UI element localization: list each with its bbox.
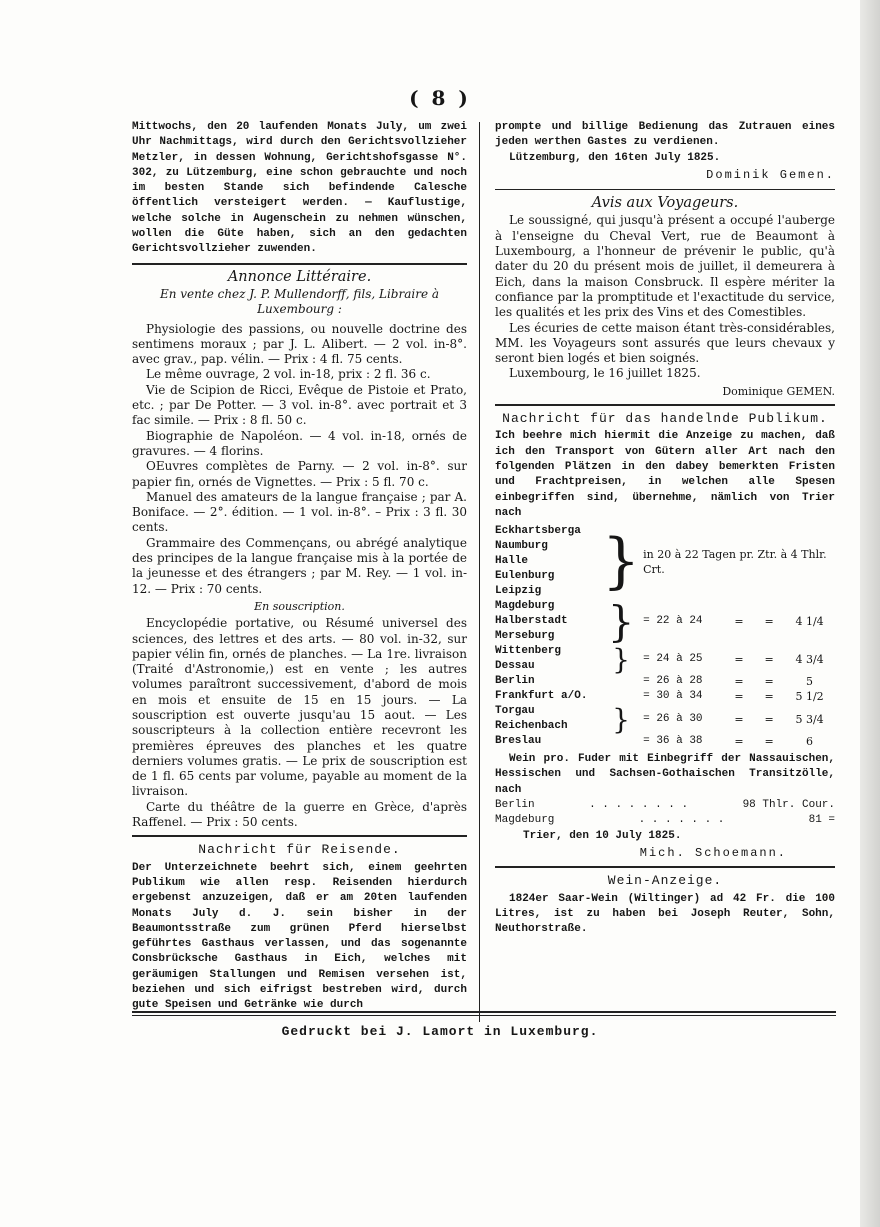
rate-cities: Berlin [495, 675, 535, 688]
rate-cities: Wittenberg Dessau [495, 645, 562, 673]
avis-paragraph: Le soussigné, qui jusqu'à présent a occupé l'auberge à l'enseigne du Cheval Vert, rue de Beaumont à Luxembourg, a l'honneur de prévenir le public, qu'à dater du 20 du présent mois de juillet, il demeurera à Eich, dans la maison Consbruck. Il espère mériter la confiance par la promptitude et l'exactitude du service, les qualités et les prix des Vins et des Comestibles. [495, 213, 835, 320]
section-rule [495, 404, 835, 406]
wine-row: Magdeburg . . . . . . . 81 = [495, 814, 835, 827]
printer-imprint: Gedruckt bei J. Lamort in Luxemburg. [281, 1024, 599, 1039]
book-item: Grammaire des Commençans, ou abrégé analytique des principes de la langue française mis à la portée de la jeunesse et des étrangers ; par M. Rey. — 1 vol. in-12. — Prix : 70 cents. [132, 535, 467, 596]
encyclopedie-item: Encyclopédie portative, ou Résumé universel des sciences, des lettres et des arts. — 80 vol. in-32, sur papier vélin fin, ornés de planches. — La 1re. livraison (Traité d'Astronomie,) est en vente ; les autres volumes paraîtront successivement, d'abord de mois en mois et ensuite de 15 en 15 jours. — La souscription est ouverte jusqu'au 15 aout. — Les souscripteurs à la collection entière recevront les premières épreuves des planches et les quatre derniers volumes gratis. — Le prix de souscription est de 1 fl. 65 cents par volume, payable au moment de la livraison. [132, 616, 467, 799]
brace-glyph: } [612, 702, 630, 736]
notice-signature: Dominik Gemen. [706, 167, 835, 182]
section-rule [132, 263, 467, 265]
avis-date: Luxembourg, le 16 juillet 1825. [509, 366, 701, 381]
right-column [495, 120, 835, 937]
rate-terms: in 20 à 22 Tagen pr. Ztr. à 4 Thlr. Crt. [643, 547, 827, 576]
rate-cities: Magdeburg Halberstadt Merseburg [495, 600, 568, 643]
rate-price: 5 3/4 [795, 712, 824, 726]
column-divider [479, 122, 480, 1022]
rate-cities: Breslau [495, 735, 542, 748]
rate-row [495, 524, 835, 599]
rate-days: = 30 à 34 [643, 690, 703, 703]
wine-row: Berlin . . . . . . . . 98 Thlr. Cour. [495, 799, 835, 812]
page-number: ( 8 ) [409, 86, 471, 110]
rate-price: 4 1/4 [795, 615, 824, 629]
rate-days: = 26 à 28 [643, 675, 703, 688]
rate-row [495, 689, 835, 704]
trade-notice-text: Ich beehre mich hiermit die Anzeige zu machen, daß ich den Transport von Gütern aller Art nach den folgenden Plätzen in den dabey bemerkten Fristen und Frachtpreisen, in welchen alle Spesen einbegriffen sind, übernehme, nämlich von Trier nach [495, 430, 835, 519]
subscription-label: En souscription. [254, 599, 345, 613]
rate-cities: Eckhartsberga Naumburg Halle Eulenburg Leipzig [495, 525, 581, 598]
rate-days: = 26 à 30 [643, 712, 703, 725]
ditto-mark: = [764, 675, 774, 689]
avis-heading: Avis aux Voyageurs. [591, 195, 739, 212]
travellers-notice-heading: Nachricht für Reisende. [198, 842, 401, 858]
book-item: Vie de Scipion de Ricci, Evêque de Pistoie et Prato, etc. ; par De Potter. — 3 vol. in-8°. avec portrait et 3 fac simile. — Prix : 8 fl. 50 c. [132, 382, 467, 428]
rate-price: 5 1/2 [795, 690, 824, 704]
section-rule [132, 835, 467, 837]
rate-price: 5 [806, 675, 814, 689]
rate-row [495, 674, 835, 689]
brace-glyph: } [607, 597, 635, 647]
map-item: Carte du théâtre de la guerre en Grèce, d'après Raffenel. — Prix : 50 cents. [132, 799, 467, 830]
footer-rule [132, 1011, 836, 1013]
book-item: OEuvres complètes de Parny. — 2 vol. in-8°. sur papier fin, ornés de Vignettes. — Prix : 5 fl. 70 c. [132, 459, 467, 489]
rate-cities: Torgau Reichenbach [495, 705, 568, 733]
ditto-mark: = [764, 690, 774, 704]
rate-days: = 22 à 24 [643, 615, 703, 628]
ditto-mark: = [734, 615, 744, 629]
literary-announcement-heading: Annonce Littéraire. [227, 268, 372, 285]
wine-ad-text: 1824er Saar-Wein (Wiltinger) ad 42 Fr. die 100 Litres, ist zu haben bei Joseph Reuter, Sohn, Neuthorstraße. [495, 892, 835, 936]
ditto-mark: = [734, 675, 744, 689]
rate-row [495, 599, 835, 644]
page-edge-shadow [860, 0, 880, 1227]
ditto-mark: = [764, 652, 774, 666]
rate-row [495, 644, 835, 674]
trade-date: Trier, den 10 July 1825. [523, 829, 682, 842]
trade-signature: Mich. Schoemann. [639, 845, 787, 860]
brace-glyph: } [601, 526, 641, 597]
bookseller-line: En vente chez J. P. Mullendorff, fils, Libraire à Luxembourg : [159, 286, 440, 317]
book-item: Manuel des amateurs de la langue française ; par A. Boniface. — 2°. édition. — 1 vol. in-8°. – Prix : 3 fl. 30 cents. [132, 489, 467, 535]
footer-rule [132, 1015, 836, 1016]
ditto-mark: = [734, 712, 744, 726]
brace-glyph: } [612, 642, 630, 676]
book-item: Biographie de Napoléon. — 4 vol. in-18, ornés de gravures. — 4 florins. [132, 428, 467, 458]
rate-row [495, 704, 835, 734]
freight-rate-table [495, 524, 835, 749]
avis-signature: Dominique GEMEN. [722, 384, 835, 398]
wine-transit-text: Wein pro. Fuder mit Einbegriff der Nassauischen, Hessischen und Sachsen-Gothaischen Transitzölle, nach [495, 753, 835, 796]
wine-ad-heading: Wein-Anzeige. [607, 873, 723, 889]
left-column [132, 120, 467, 1014]
rate-cities: Frankfurt a/O. [495, 690, 588, 703]
book-item: Le même ouvrage, 2 vol. in-18, prix : 2 fl. 36 c. [146, 367, 431, 382]
section-rule [495, 189, 835, 190]
travellers-notice-text: Der Unterzeichnete beehrt sich, einem geehrten Publikum wie allen resp. Reisenden hierdurch ergebenst anzuzeigen, daß er am 20ten laufenden Monats July d. J. sein bisher in der Beaumontsstraße zum grünen Pferd hierselbst geführtes Gasthaus verlassen, und das sogenannte Consbrücksche Gasthaus in Eich, welches mit geräumigen Stallungen und Remisen versehen ist, beziehen und sich eifrigst bestreben wird, durch gute Speisen und Getränke wie durch [132, 861, 467, 1012]
section-rule [495, 866, 835, 868]
ditto-mark: = [734, 690, 744, 704]
trade-notice-heading: Nachricht für das handelnde Publikum. [502, 411, 828, 427]
ditto-mark: = [764, 615, 774, 629]
auction-notice: Mittwochs, den 20 laufenden Monats July, um zwei Uhr Nachmittags, wird durch den Gerichtsvollzieher Metzler, in dessen Wohnung, Gerichtshofsgasse N°. 302, zu Lützemburg, eine schon gebrauchte und noch im besten Stande sich befindende Calesche öffentlich versteigert werden. — Kauflustige, welche solche in Augenschein zu nehmen wünschen, wollen die Güte haben, sich an den gedachten Gerichtsvollzieher zuwenden. [132, 121, 467, 256]
rate-price: 4 3/4 [795, 652, 824, 666]
rate-days: = 24 à 25 [643, 652, 703, 665]
ditto-mark: = [764, 735, 774, 749]
notice-date: Lützemburg, den 16ten July 1825. [509, 151, 721, 164]
book-item: Physiologie des passions, ou nouvelle doctrine des sentimens moraux ; par J. L. Alibert. — 2 vol. in-8°. avec grav., pap. vélin. — Prix : 4 fl. 75 cents. [132, 321, 467, 367]
rate-days: = 36 à 38 [643, 735, 703, 748]
rate-price: 6 [806, 735, 814, 749]
ditto-mark: = [734, 652, 744, 666]
avis-paragraph: Les écuries de cette maison étant très-considérables, MM. les Voyageurs sont assurés que leurs chevaux y seront bien logés et bien soignés. [495, 320, 835, 366]
ditto-mark: = [734, 735, 744, 749]
travellers-notice-continuation: prompte und billige Bedienung das Zutrauen eines jeden werthen Gastes zu verdienen. [495, 121, 835, 149]
rate-row [495, 734, 835, 749]
ditto-mark: = [764, 712, 774, 726]
